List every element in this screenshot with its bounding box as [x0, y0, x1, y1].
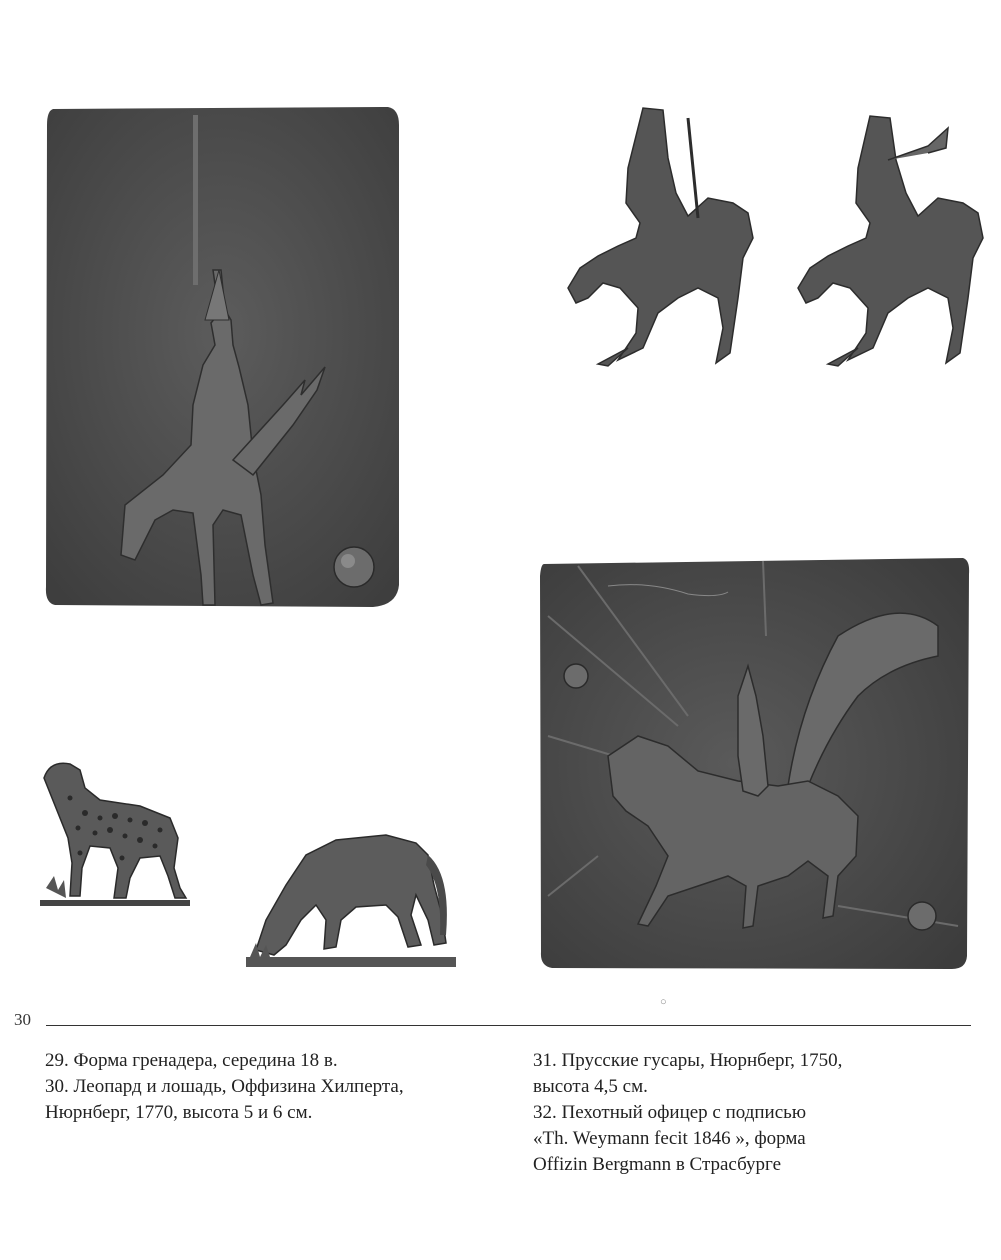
- caption-line: 31. Прусские гусары, Нюрнберг, 1750,: [533, 1050, 843, 1071]
- grenadier-mold-icon: [43, 105, 401, 610]
- leopard-figure-icon: [40, 758, 192, 908]
- caption-line: Offizin Bergmann в Страсбурге: [533, 1154, 782, 1175]
- print-mark: ○: [660, 996, 667, 1008]
- caption-left-column: [45, 1048, 485, 1126]
- caption-line: «Th. Weymann fecit 1846 », форма: [533, 1128, 806, 1149]
- leopard-figure-photo: [40, 758, 192, 908]
- caption-line: 29. Форма гренадера, середина 18 в.: [45, 1050, 338, 1071]
- caption-rule: [46, 1025, 971, 1026]
- caption-line: 32. Пехотный офицер с подписью: [533, 1102, 807, 1123]
- prussian-hussars-icon: [548, 98, 986, 370]
- prussian-hussars-photo: [548, 98, 986, 370]
- caption-line: 30. Леопард и лошадь, Оффизина Хилперта,: [45, 1076, 404, 1097]
- grenadier-mold-photo: [43, 105, 401, 610]
- grazing-horse-figure-photo: [246, 825, 458, 970]
- infantry-officer-mold-photo: [538, 556, 970, 971]
- caption-right-column: [533, 1048, 973, 1178]
- caption-line: высота 4,5 см.: [533, 1076, 648, 1097]
- caption-line: Нюрнберг, 1770, высота 5 и 6 см.: [45, 1102, 313, 1123]
- page-number: 30: [14, 1010, 31, 1029]
- infantry-officer-mold-icon: [538, 556, 970, 971]
- grazing-horse-figure-icon: [246, 825, 458, 970]
